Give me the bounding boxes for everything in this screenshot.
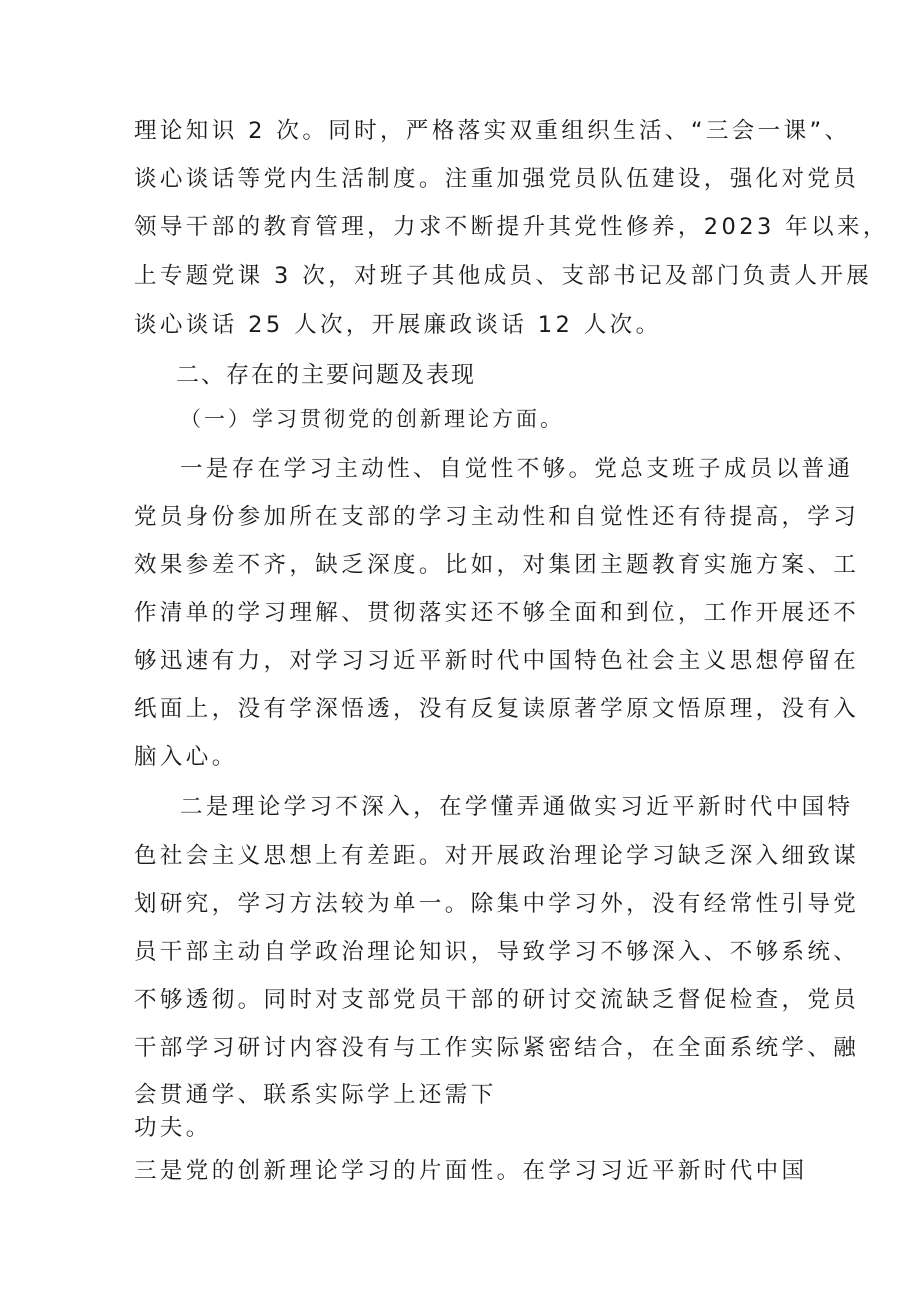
paragraph-3-line-4: 员干部主动自学政治理论知识，导致学习不够深入、不够系统、 [134,939,860,965]
paragraph-2-line-6: 纸面上，没有学深悟透，没有反复读原著学原文悟原理，没有入 [134,696,860,722]
paragraph-3-line-8: 功夫。 [134,1115,212,1141]
paragraph-2-line-7: 脑入心。 [134,744,238,770]
paragraph-2-line-2: 党员身份参加所在支部的学习主动性和自觉性还有待提高，学习 [134,504,860,530]
paragraph-3-line-3: 划研究，学习方法较为单一。除集中学习外，没有经常性引导党 [134,891,860,917]
paragraph-3-line-7: 会贯通学、联系实际学上还需下 [134,1082,497,1108]
paragraph-1-line-5: 谈心谈话 25 人次，开展廉政谈话 12 人次。 [134,312,662,338]
paragraph-3-line-5: 不够透彻。同时对支部党员干部的研讨交流缺乏督促检查，党员 [134,987,860,1013]
paragraph-2-line-4: 作清单的学习理解、贯彻落实还不够全面和到位，工作开展还不 [134,600,860,626]
paragraph-1-line-4: 上专题党课 3 次，对班子其他成员、支部书记及部门负责人开展 [134,263,873,289]
paragraph-3-line-2: 色社会主义思想上有差距。对开展政治理论学习缺乏深入细致谋 [134,843,860,869]
sub-heading: （一）学习贯彻党的创新理论方面。 [180,407,564,431]
paragraph-3-line-1: 二是理论学习不深入，在学懂弄通做实习近平新时代中国特 [180,794,854,820]
paragraph-3-line-6: 干部学习研讨内容没有与工作实际紧密结合，在全面系统学、融 [134,1035,860,1061]
paragraph-1-line-1: 理论知识 2 次。同时，严格落实双重组织生活、“三会一课”、 [134,118,851,144]
section-heading: 二、存在的主要问题及表现 [176,362,476,388]
paragraph-1-line-3: 领导干部的教育管理，力求不断提升其党性修养，2023 年以来， [134,214,889,240]
paragraph-2-line-3: 效果参差不齐，缺乏深度。比如，对集团主题教育实施方案、工 [134,552,860,578]
paragraph-1-line-2: 谈心谈话等党内生活制度。注重加强党员队伍建设，强化对党员 [134,166,860,192]
paragraph-2-line-5: 够迅速有力，对学习习近平新时代中国特色社会主义思想停留在 [134,648,860,674]
paragraph-4-line-1: 三是党的创新理论学习的片面性。在学习习近平新时代中国 [134,1158,808,1184]
paragraph-2-line-1: 一是存在学习主动性、自觉性不够。党总支班子成员以普通 [180,456,854,482]
